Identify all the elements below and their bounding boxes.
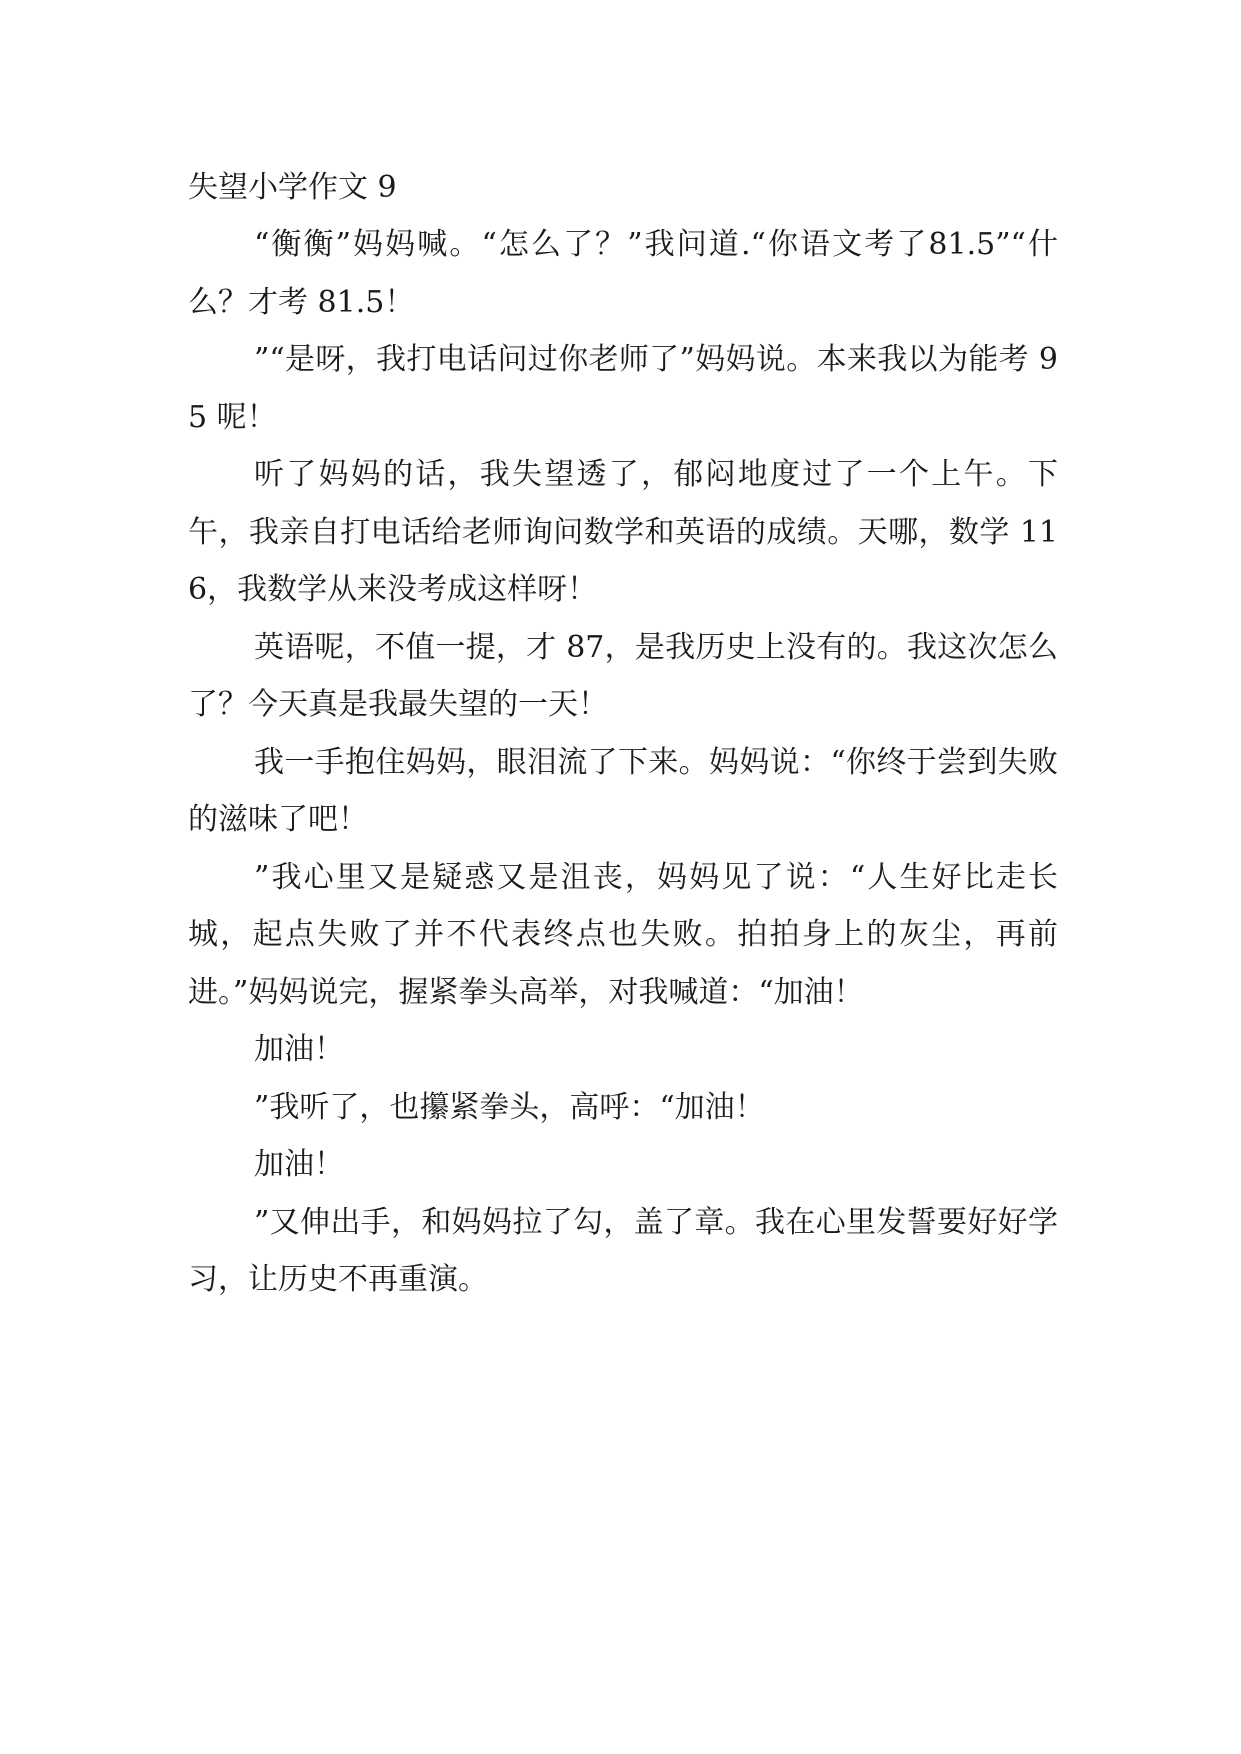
paragraph: 加油！ (254, 1032, 344, 1067)
paragraph: 我一手抱住妈妈，眼泪流了下来。妈妈说：“你终于尝到失败的滋味了吧！ (188, 744, 1058, 837)
paragraph: 英语呢，不值一提，才 87，是我历史上没有的。我这次怎么了？今天真是我最失望的一天！ (188, 629, 1058, 722)
paragraph: 加油！ (254, 1147, 344, 1182)
essay-body (188, 160, 1058, 1309)
paragraph: 听了妈妈的话，我失望透了，郁闷地度过了一个上午。下午，我亲自打电话给老师询问数学和英语的成绩。天哪，数学 116，我数学从来没考成这样呀！ (188, 457, 1058, 607)
essay-title: 失望小学作文 9 (188, 170, 397, 205)
paragraph: ”我听了，也攥紧拳头，高呼：“加油！ (254, 1089, 765, 1125)
paragraph: ”又伸出手，和妈妈拉了勾，盖了章。我在心里发誓要好好学习，让历史不再重演。 (188, 1204, 1058, 1297)
paragraph: ”我心里又是疑惑又是沮丧，妈妈见了说：“人生好比走长城，起点失败了并不代表终点也失败。拍拍身上的灰尘，再前进。”妈妈说完，握紧拳头高举，对我喊道：“加油！ (188, 859, 1058, 1010)
paragraph: ”“是呀，我打电话问过你老师了”妈妈说。本来我以为能考 95 呢！ (188, 342, 1058, 435)
paragraph: “衡衡”妈妈喊。“怎么了？”我问道.“你语文考了81.5”“什么？才考 81.5！ (188, 227, 1058, 320)
